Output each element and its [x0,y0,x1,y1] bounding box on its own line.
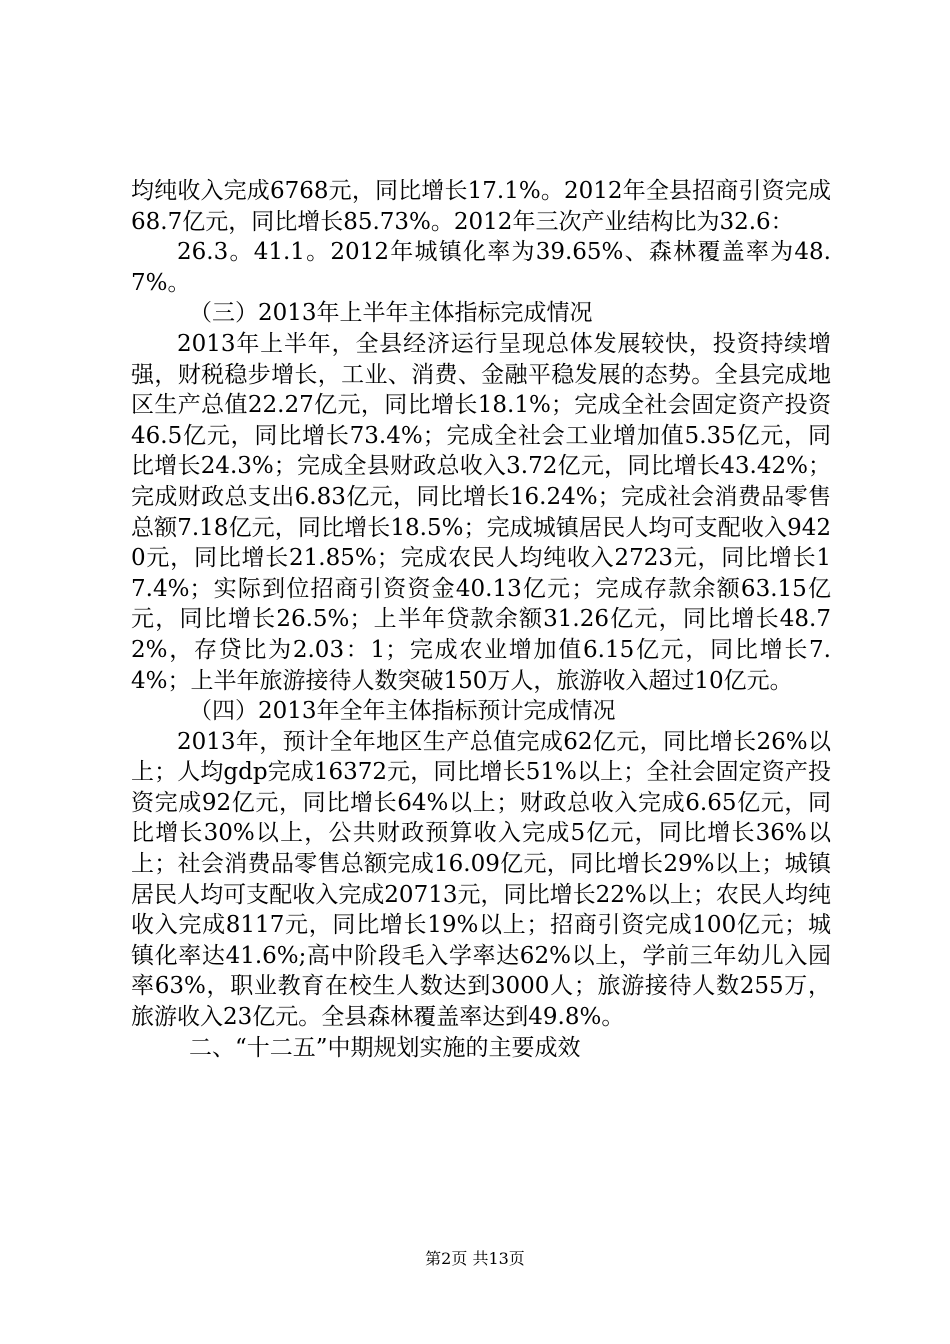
paragraph-2013-first-half: 2013年上半年，全县经济运行呈现总体发展较快，投资持续增强，财税稳步增长，工业、消费、金融平稳发展的态势。全县完成地区生产总值22.27亿元，同比增长18.1%；完成全社会固定资产投资46.5亿元，同比增长73.4%；完成全社会工业增加值5.35亿元，同比增长24.3%；完成全县财政总收入3.72亿元，同比增长43.42%；完成财政总支出6.83亿元，同比增长16.24%；完成社会消费品零售总额7.18亿元，同比增长18.5%；完成城镇居民人均可支配收入9420元，同比增长21.85%；完成农民人均纯收入2723元，同比增长17.4%；实际到位招商引资资金40.13亿元；完成存款余额63.15亿元，同比增长26.5%；上半年贷款余额31.26亿元，同比增长48.72%，存贷比为2.03：1；完成农业增加值6.15亿元，同比增长7.4%；上半年旅游接待人数突破150万人，旅游收入超过10亿元。 [131,330,831,694]
section-heading-2013-first-half: （三）2013年上半年主体指标完成情况 [189,300,593,327]
page-number-footer: 第2页 共13页 [425,1249,525,1268]
paragraph-continued-income: 均纯收入完成6768元，同比增长17.1%。2012年全县招商引资完成68.7亿元，同比增长85.73%。2012年三次产业结构比为32.6： [131,178,831,235]
paragraph-industry-structure: 26.3。41.1。2012年城镇化率为39.65%、森林覆盖率为48.7%。 [131,239,831,296]
section-heading-twelfth-five-year: 二、“十二五”中期规划实施的主要成效 [189,1034,581,1061]
section-heading-2013-full-year: （四）2013年全年主体指标预计完成情况 [189,698,616,725]
document-body [131,176,831,1063]
paragraph-2013-full-year: 2013年，预计全年地区生产总值完成62亿元，同比增长26%以上；人均gdp完成16372元，同比增长51%以上；全社会固定资产投资完成92亿元，同比增长64%以上；财政总收入完成6.65亿元，同比增长30%以上，公共财政预算收入完成5亿元，同比增长36%以上；社会消费品零售总额完成16.09亿元，同比增长29%以上；城镇居民人均可支配收入完成20713元，同比增长22%以上；农民人均纯收入完成8117元，同比增长19%以上；招商引资完成100亿元；城镇化率达41.6%;高中阶段毛入学率达62%以上，学前三年幼儿入园率63%，职业教育在校生人数达到3000人；旅游接待人数255万，旅游收入23亿元。全县森林覆盖率达到49.8%。 [131,728,831,1031]
